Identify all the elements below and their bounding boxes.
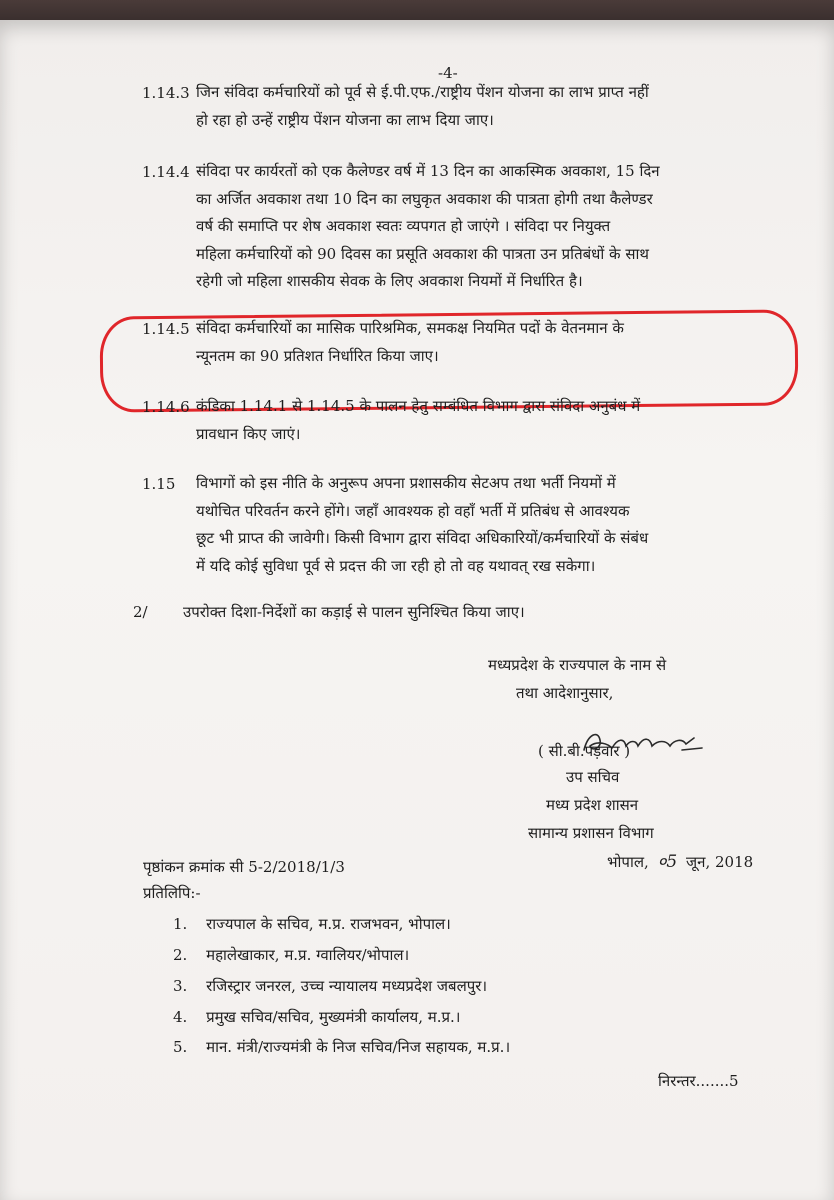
clause-line: प्रावधान किए जाएं। — [196, 424, 301, 443]
list-number: 1. — [173, 915, 188, 933]
clause-number: 1.14.5 — [142, 320, 190, 338]
clause-text — [196, 393, 640, 448]
clause-line: महिला कर्मचारियों को 90 दिवस का प्रसूति अवकाश की पात्रता उन प्रतिबंधों के साथ — [196, 244, 649, 263]
signatory-designation: उप सचिव — [566, 768, 620, 786]
list-text: रजिस्ट्रार जनरल, उच्च न्यायालय मध्यप्रदेश जबलपुर। — [206, 977, 488, 995]
list-text: महालेखाकार, म.प्र. ग्वालियर/भोपाल। — [206, 946, 410, 964]
clause-number: 1.14.6 — [142, 398, 190, 416]
clause-line: संविदा कर्मचारियों का मासिक पारिश्रमिक, समकक्ष नियमित पदों के वेतनमान के — [196, 319, 624, 337]
point-text: उपरोक्त दिशा-निर्देशों का कड़ाई से पालन सुनिश्चित किया जाए। — [183, 603, 525, 621]
clause-line: में यदि कोई सुविधा पूर्व से प्रदत्त की जा रही हो तो वह यथावत् रख सकेगा। — [196, 556, 596, 575]
clause-number: 1.14.3 — [142, 84, 190, 102]
clause-number: 1.14.4 — [142, 163, 190, 181]
list-item — [173, 914, 451, 934]
signatory-department: सामान्य प्रशासन विभाग — [528, 824, 654, 842]
endorsement-date — [607, 852, 753, 873]
clause-line: वर्ष की समाप्ति पर शेष अवकाश स्वतः व्यपगत हो जाएंगे । संविदा पर नियुक्त — [196, 217, 611, 235]
clause-line: कंडिका 1.14.1 से 1.14.5 के पालन हेतु सम्बंधित विभाग द्वारा संविदा अनुबंध में — [196, 397, 641, 415]
date-place: भोपाल, — [607, 853, 649, 871]
signatory-office: मध्य प्रदेश शासन — [546, 796, 639, 814]
document-page — [0, 20, 834, 1200]
date-month-year: जून, 2018 — [686, 853, 754, 871]
governor-order-line: मध्यप्रदेश के राज्यपाल के नाम से — [488, 656, 667, 674]
clause-line: रहेगी जो महिला शासकीय सेवक के लिए अवकाश नियमों में निर्धारित है। — [196, 272, 583, 290]
order-line: तथा आदेशानुसार, — [516, 684, 614, 702]
list-item — [173, 1007, 460, 1027]
list-text: प्रमुख सचिव/सचिव, मुख्यमंत्री कार्यालय, म.प्र.। — [206, 1008, 461, 1026]
page-number: -4- — [438, 64, 458, 82]
clause-line: न्यूनतम का 90 प्रतिशत निर्धारित किया जाए। — [196, 346, 439, 365]
clause-text — [196, 315, 624, 370]
top-frame-edge — [0, 0, 834, 20]
signatory-name: ( सी.बी.पड़वार ) — [538, 742, 631, 760]
list-item — [173, 945, 409, 965]
list-number: 3. — [173, 977, 188, 995]
clause-line: विभागों को इस नीति के अनुरूप अपना प्रशासकीय सेटअप तथा भर्ती नियमों में — [196, 474, 616, 492]
clause-number: 1.15 — [142, 475, 176, 493]
clause-line: छूट भी प्राप्त की जावेगी। किसी विभाग द्वारा संविदा अधिकारियों/कर्मचारियों के संबंध — [196, 529, 649, 547]
list-item — [173, 1037, 510, 1057]
list-text: मान. मंत्री/राज्यमंत्री के निज सचिव/निज सहायक, म.प्र.। — [206, 1038, 511, 1056]
list-text: राज्यपाल के सचिव, म.प्र. राजभवन, भोपाल। — [206, 915, 451, 933]
list-number: 2. — [173, 946, 188, 964]
clause-line: यथोचित परिवर्तन करने होंगे। जहाँ आवश्यक हो वहाँ भर्ती में प्रतिबंध से आवश्यक — [196, 501, 630, 520]
clause-line: जिन संविदा कर्मचारियों को पूर्व से ई.पी.एफ./राष्ट्रीय पेंशन योजना का लाभ प्राप्त नहीं — [196, 83, 649, 101]
clause-text — [196, 470, 648, 580]
clause-text — [196, 79, 649, 134]
list-item — [173, 976, 487, 996]
point-number: 2/ — [133, 603, 148, 621]
date-day-handwritten: ०5 — [657, 852, 678, 872]
clause-line: का अर्जित अवकाश तथा 10 दिन का लघुकृत अवकाश की पात्रता होगी तथा कैलेण्डर — [196, 189, 653, 208]
endorsement-ref: पृष्ठांकन क्रमांक सी 5-2/2018/1/3 — [143, 858, 345, 876]
clause-line: संविदा पर कार्यरतों को एक कैलेण्डर वर्ष में 13 दिन का आकस्मिक अवकाश, 15 दिन — [196, 162, 660, 180]
list-number: 4. — [173, 1008, 188, 1026]
continued-note: निरन्तर.......5 — [658, 1072, 739, 1090]
list-number: 5. — [173, 1038, 188, 1056]
copy-to-label: प्रतिलिपि:- — [143, 884, 201, 902]
clause-line: हो रहा हो उन्हें राष्ट्रीय पेंशन योजना का लाभ दिया जाए। — [196, 110, 494, 129]
clause-text — [196, 158, 660, 296]
